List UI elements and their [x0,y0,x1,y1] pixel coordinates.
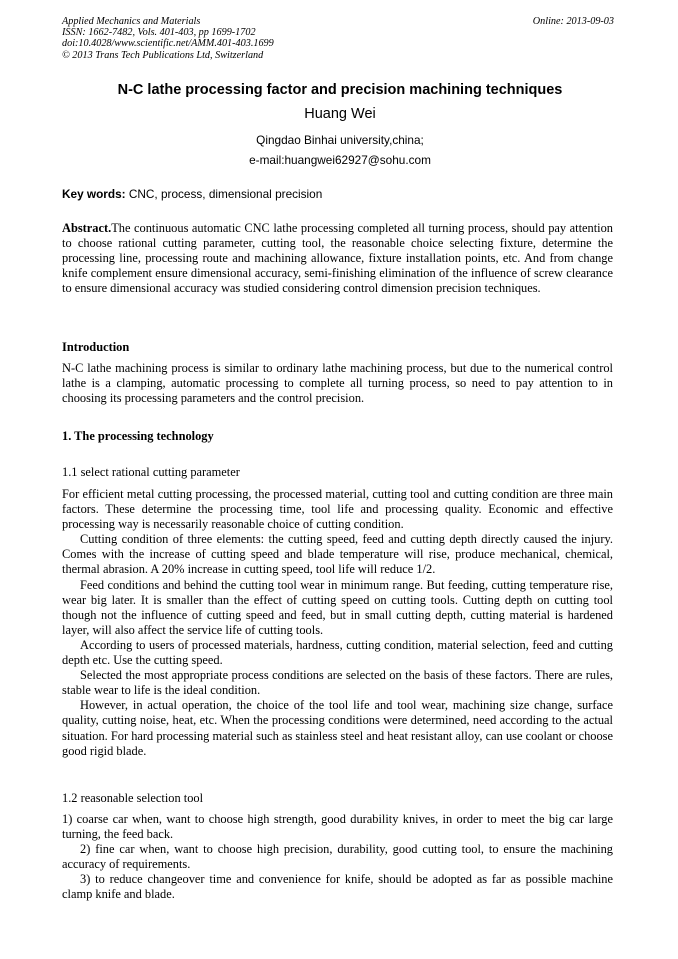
paragraph: Feed conditions and behind the cutting tool wear in minimum range. But feeding, cutting temperature rise, wear big later. It is smaller than the effect of cutting speed on cutting tools. Cutting depth on cutting tool though not the influence of cutting speed and feed, but in small cutting depth, cutting material is hardened layer, will also affect the service life of cutting tools. [62,577,613,637]
keywords-text: CNC, process, dimensional precision [125,187,323,201]
paragraph: Cutting condition of three elements: the cutting speed, feed and cutting depth directly caused the injury. Comes with the increase of cutting speed and blade temperature will rise, produce mechanical, chemical, thermal abrasion. A 20% increase in cutting speed, tool life will reduce 1/2. [62,532,613,577]
introduction-heading-text: Introduction [62,340,130,354]
keywords [62,187,618,201]
abstract [62,221,613,296]
doi-line: doi:10.4028/www.scientific.net/AMM.401-403.1699 [62,38,274,50]
subsection-1-2-heading-text: 1.2 reasonable selection tool [62,791,204,805]
keywords-label: Key words: [62,187,126,201]
paragraph: 1) coarse car when, want to choose high strength, good durability knives, in order to meet the big car large turning, the feed back. [62,812,613,842]
introduction-heading [62,340,613,355]
paragraph: According to users of processed materials, hardness, cutting condition, material selection, feed and cutting depth etc. Use the cutting speed. [62,637,613,668]
subsection-1-1-body [62,487,613,759]
paragraph: Selected the most appropriate process conditions are selected on the basis of these factors. There are rules, stable wear to life is the ideal condition. [62,668,613,698]
issn-line: ISSN: 1662-7482, Vols. 401-403, pp 1699-1702 [62,27,256,39]
abstract-label: Abstract. [62,221,112,235]
section1-heading-text: 1. The processing technology [62,429,214,443]
subsection-1-2-body [62,812,613,903]
introduction-paragraph: N-C lathe machining process is similar to ordinary lathe machining process, but due to the numerical control lathe is a clamping, automatic processing to complete all turning process, so need to pay attention to in choosing its processing parameters and the control precision. [62,361,613,406]
online-date: Online: 2013-09-03 [532,16,614,27]
paragraph: 2) fine car when, want to choose high precision, durability, good cutting tool, to ensure the machining accuracy of requirements. [62,842,613,872]
section1-heading [62,429,613,444]
subsection-1-2-heading [62,791,613,806]
journal-name: Applied Mechanics and Materials [62,16,201,27]
email: e-mail:huangwei62927@sohu.com [249,153,431,167]
abstract-text: The continuous automatic CNC lathe processing completed all turning process, should pay attention to choose rational cutting parameter, cutting tool, the reasonable choice selecting fixture, determine the processing line, processing route and machining allowance, fixture installation points, etc. And from change knife complement ensure dimensional accuracy, semi-finishing elimination of the influence of screw clearance to ensure dimensional accuracy was studied considering control dimension precision techniques. [62,221,613,296]
author-name: Huang Wei [304,106,376,122]
paper-title: N-C lathe processing factor and precision machining techniques [117,82,563,98]
subsection-1-1-heading-text: 1.1 select rational cutting parameter [62,465,240,479]
subsection-1-1-heading [62,465,613,480]
paragraph: However, in actual operation, the choice of the tool life and tool wear, machining size change, surface quality, cutting noise, heat, etc. When the processing conditions were determined, need according to the actual situation. For hard processing material such as stainless steel and heat resistant alloy, can use coolant or choose good rigid blade. [62,698,613,758]
affiliation: Qingdao Binhai university,china; [256,133,424,147]
paragraph: 3) to reduce changeover time and convenience for knife, should be adopted as far as possible machine clamp knife and blade. [62,872,613,902]
copyright-line: © 2013 Trans Tech Publications Ltd, Switzerland [62,49,264,61]
journal-header [62,16,618,61]
paragraph: For efficient metal cutting processing, the processed material, cutting tool and cutting condition are three main factors. These determine the processing time, tool life and processing quality. Economic and effective processing way is necessarily reasonable choice of cutting condition. [62,487,613,532]
introduction-text [62,361,613,406]
